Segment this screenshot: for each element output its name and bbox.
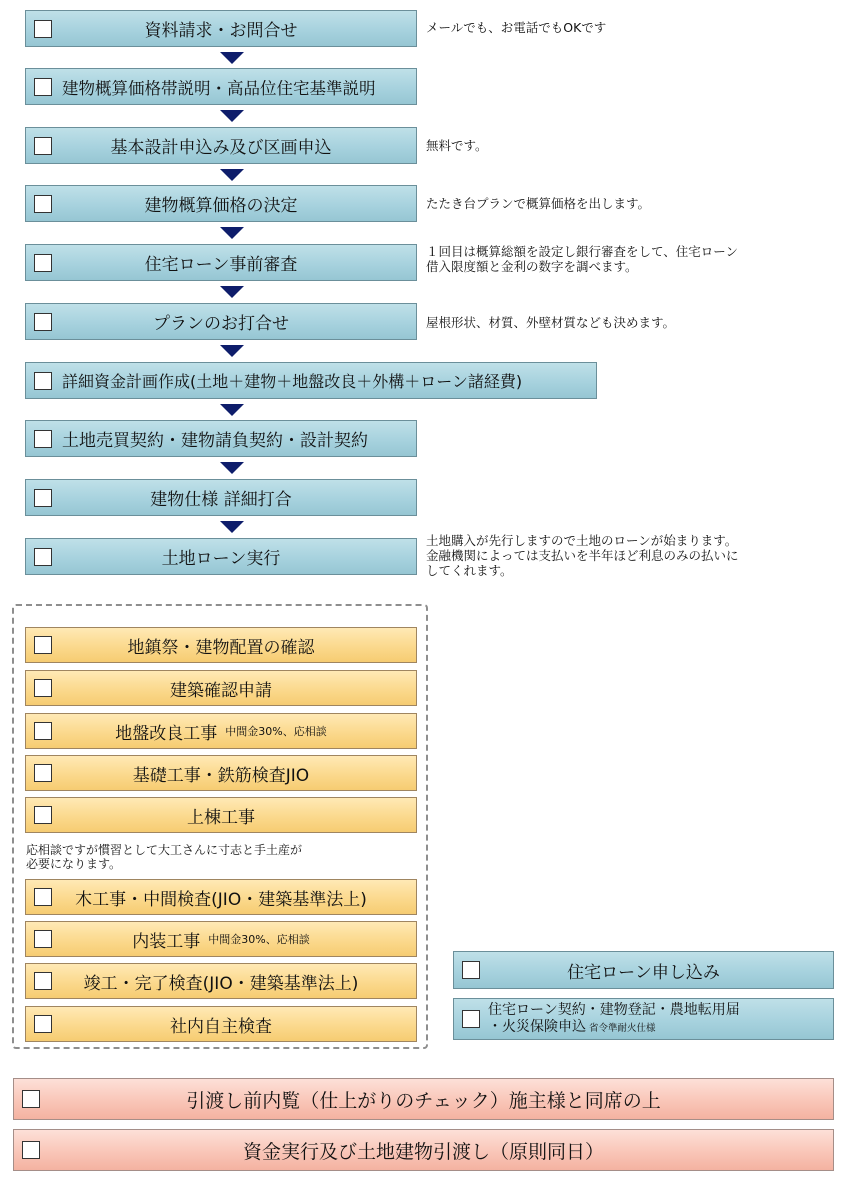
step-note: 土地購入が先行しますので土地のローンが始まります。 金融機関によっては支払いを半年ほど利息のみの払いに してくれます。 xyxy=(426,533,739,578)
step-label: 内装工事 xyxy=(132,931,201,952)
flow-arrow xyxy=(220,462,244,474)
step-checkbox[interactable] xyxy=(34,888,52,906)
step-checkbox[interactable] xyxy=(34,372,52,390)
loan-contract-small: 省令準耐火仕様 xyxy=(589,1022,656,1034)
step-checkbox[interactable] xyxy=(34,548,52,566)
final-handover xyxy=(13,1129,834,1171)
step-label: 基本設計申込み及び区画申込 xyxy=(110,138,332,158)
step-sub-label: 中間金30%、応相談 xyxy=(225,725,327,738)
construction-ground-improvement xyxy=(25,713,417,749)
final-walkthrough xyxy=(13,1078,834,1120)
step-inquiry xyxy=(25,10,417,47)
step-checkbox[interactable] xyxy=(22,1141,40,1159)
flow-arrow xyxy=(220,110,244,122)
step-label: 住宅ローン申し込み xyxy=(567,962,720,983)
loan-contract-line2-row xyxy=(488,1019,740,1037)
step-label: 建物概算価格の決定 xyxy=(144,196,298,216)
step-label: 木工事・中間検査(JIO・建築基準法上) xyxy=(75,889,367,910)
step-label: 資料請求・お問合せ xyxy=(144,21,298,41)
step-checkbox[interactable] xyxy=(22,1090,40,1108)
step-sub-label: 中間金30%、応相談 xyxy=(208,933,310,946)
flow-arrow xyxy=(220,521,244,533)
step-checkbox[interactable] xyxy=(34,636,52,654)
step-funding-plan xyxy=(25,362,597,399)
step-label: 引渡し前内覧（仕上がりのチェック）施主様と同席の上 xyxy=(186,1089,661,1112)
step-label: 地鎮祭・建物配置の確認 xyxy=(127,637,315,658)
step-label: 建物仕様 詳細打合 xyxy=(150,490,292,510)
step-checkbox[interactable] xyxy=(34,254,52,272)
step-note: １回目は概算総額を設定し銀行審査をして、住宅ローン 借入限度額と金利の数字を調べます。 xyxy=(426,244,739,274)
step-label: 土地売買契約・建物請負契約・設計契約 xyxy=(62,431,368,451)
step-price-range xyxy=(25,68,417,105)
step-label: 基礎工事・鉄筋検査JIO xyxy=(132,765,310,786)
step-checkbox[interactable] xyxy=(34,489,52,507)
flow-arrow xyxy=(220,404,244,416)
step-checkbox[interactable] xyxy=(34,78,52,96)
construction-self-inspection xyxy=(25,1006,417,1042)
construction-note: 応相談ですが慣習として大工さんに寸志と手土産が 必要になります。 xyxy=(26,843,303,871)
step-checkbox[interactable] xyxy=(34,806,52,824)
step-checkbox[interactable] xyxy=(34,930,52,948)
step-note: 屋根形状、材質、外壁材質なども決めます。 xyxy=(426,315,676,330)
flow-arrow xyxy=(220,169,244,181)
step-checkbox[interactable] xyxy=(34,1015,52,1033)
step-checkbox[interactable] xyxy=(34,722,52,740)
construction-groundbreaking xyxy=(25,627,417,663)
flow-arrow xyxy=(220,227,244,239)
step-checkbox[interactable] xyxy=(34,313,52,331)
step-note: たたき台プランで概算価格を出します。 xyxy=(426,196,651,211)
step-label: 資金実行及び土地建物引渡し（原則同日） xyxy=(242,1140,604,1163)
step-note: メールでも、お電話でもOKです xyxy=(426,20,607,35)
construction-permit xyxy=(25,670,417,706)
step-checkbox[interactable] xyxy=(34,764,52,782)
step-checkbox[interactable] xyxy=(34,430,52,448)
step-label: 住宅ローン事前審査 xyxy=(144,255,298,275)
step-checkbox[interactable] xyxy=(462,961,480,979)
step-label: 土地ローン実行 xyxy=(161,549,281,569)
loan-contract-line2: ・火災保険申込 xyxy=(488,1018,586,1035)
step-checkbox[interactable] xyxy=(34,972,52,990)
step-basic-design xyxy=(25,127,417,164)
step-price-decision xyxy=(25,185,417,222)
step-label: 地盤改良工事 xyxy=(115,723,218,744)
step-label: 竣工・完了検査(JIO・建築基準法上) xyxy=(83,973,359,994)
step-land-loan xyxy=(25,538,417,575)
step-checkbox[interactable] xyxy=(34,20,52,38)
flow-arrow xyxy=(220,286,244,298)
flow-arrow xyxy=(220,345,244,357)
step-label: 詳細資金計画作成(土地＋建物＋地盤改良＋外構＋ローン諸経費) xyxy=(62,372,523,391)
step-loan-prescreen xyxy=(25,244,417,281)
construction-interior xyxy=(25,921,417,957)
flow-arrow xyxy=(220,52,244,64)
step-contracts xyxy=(25,420,417,457)
construction-framing xyxy=(25,797,417,833)
construction-completion xyxy=(25,963,417,999)
step-label: 建築確認申請 xyxy=(170,680,272,701)
construction-carpentry xyxy=(25,879,417,915)
loan-contract xyxy=(453,998,834,1040)
step-spec-meeting xyxy=(25,479,417,516)
loan-contract-line1: 住宅ローン契約・建物登記・農地転用届 xyxy=(488,1001,740,1018)
step-checkbox[interactable] xyxy=(34,679,52,697)
step-label: プランのお打合せ xyxy=(153,314,289,334)
step-label: 上棟工事 xyxy=(187,807,255,828)
step-checkbox[interactable] xyxy=(34,137,52,155)
step-label: 建物概算価格帯説明・高品位住宅基準説明 xyxy=(62,78,376,98)
step-plan-meeting xyxy=(25,303,417,340)
step-checkbox[interactable] xyxy=(462,1010,480,1028)
construction-foundation xyxy=(25,755,417,791)
step-checkbox[interactable] xyxy=(34,195,52,213)
loan-contract-text xyxy=(488,1002,740,1037)
step-note: 無料です。 xyxy=(426,138,488,153)
step-label: 社内自主検査 xyxy=(170,1016,272,1037)
loan-application xyxy=(453,951,834,989)
